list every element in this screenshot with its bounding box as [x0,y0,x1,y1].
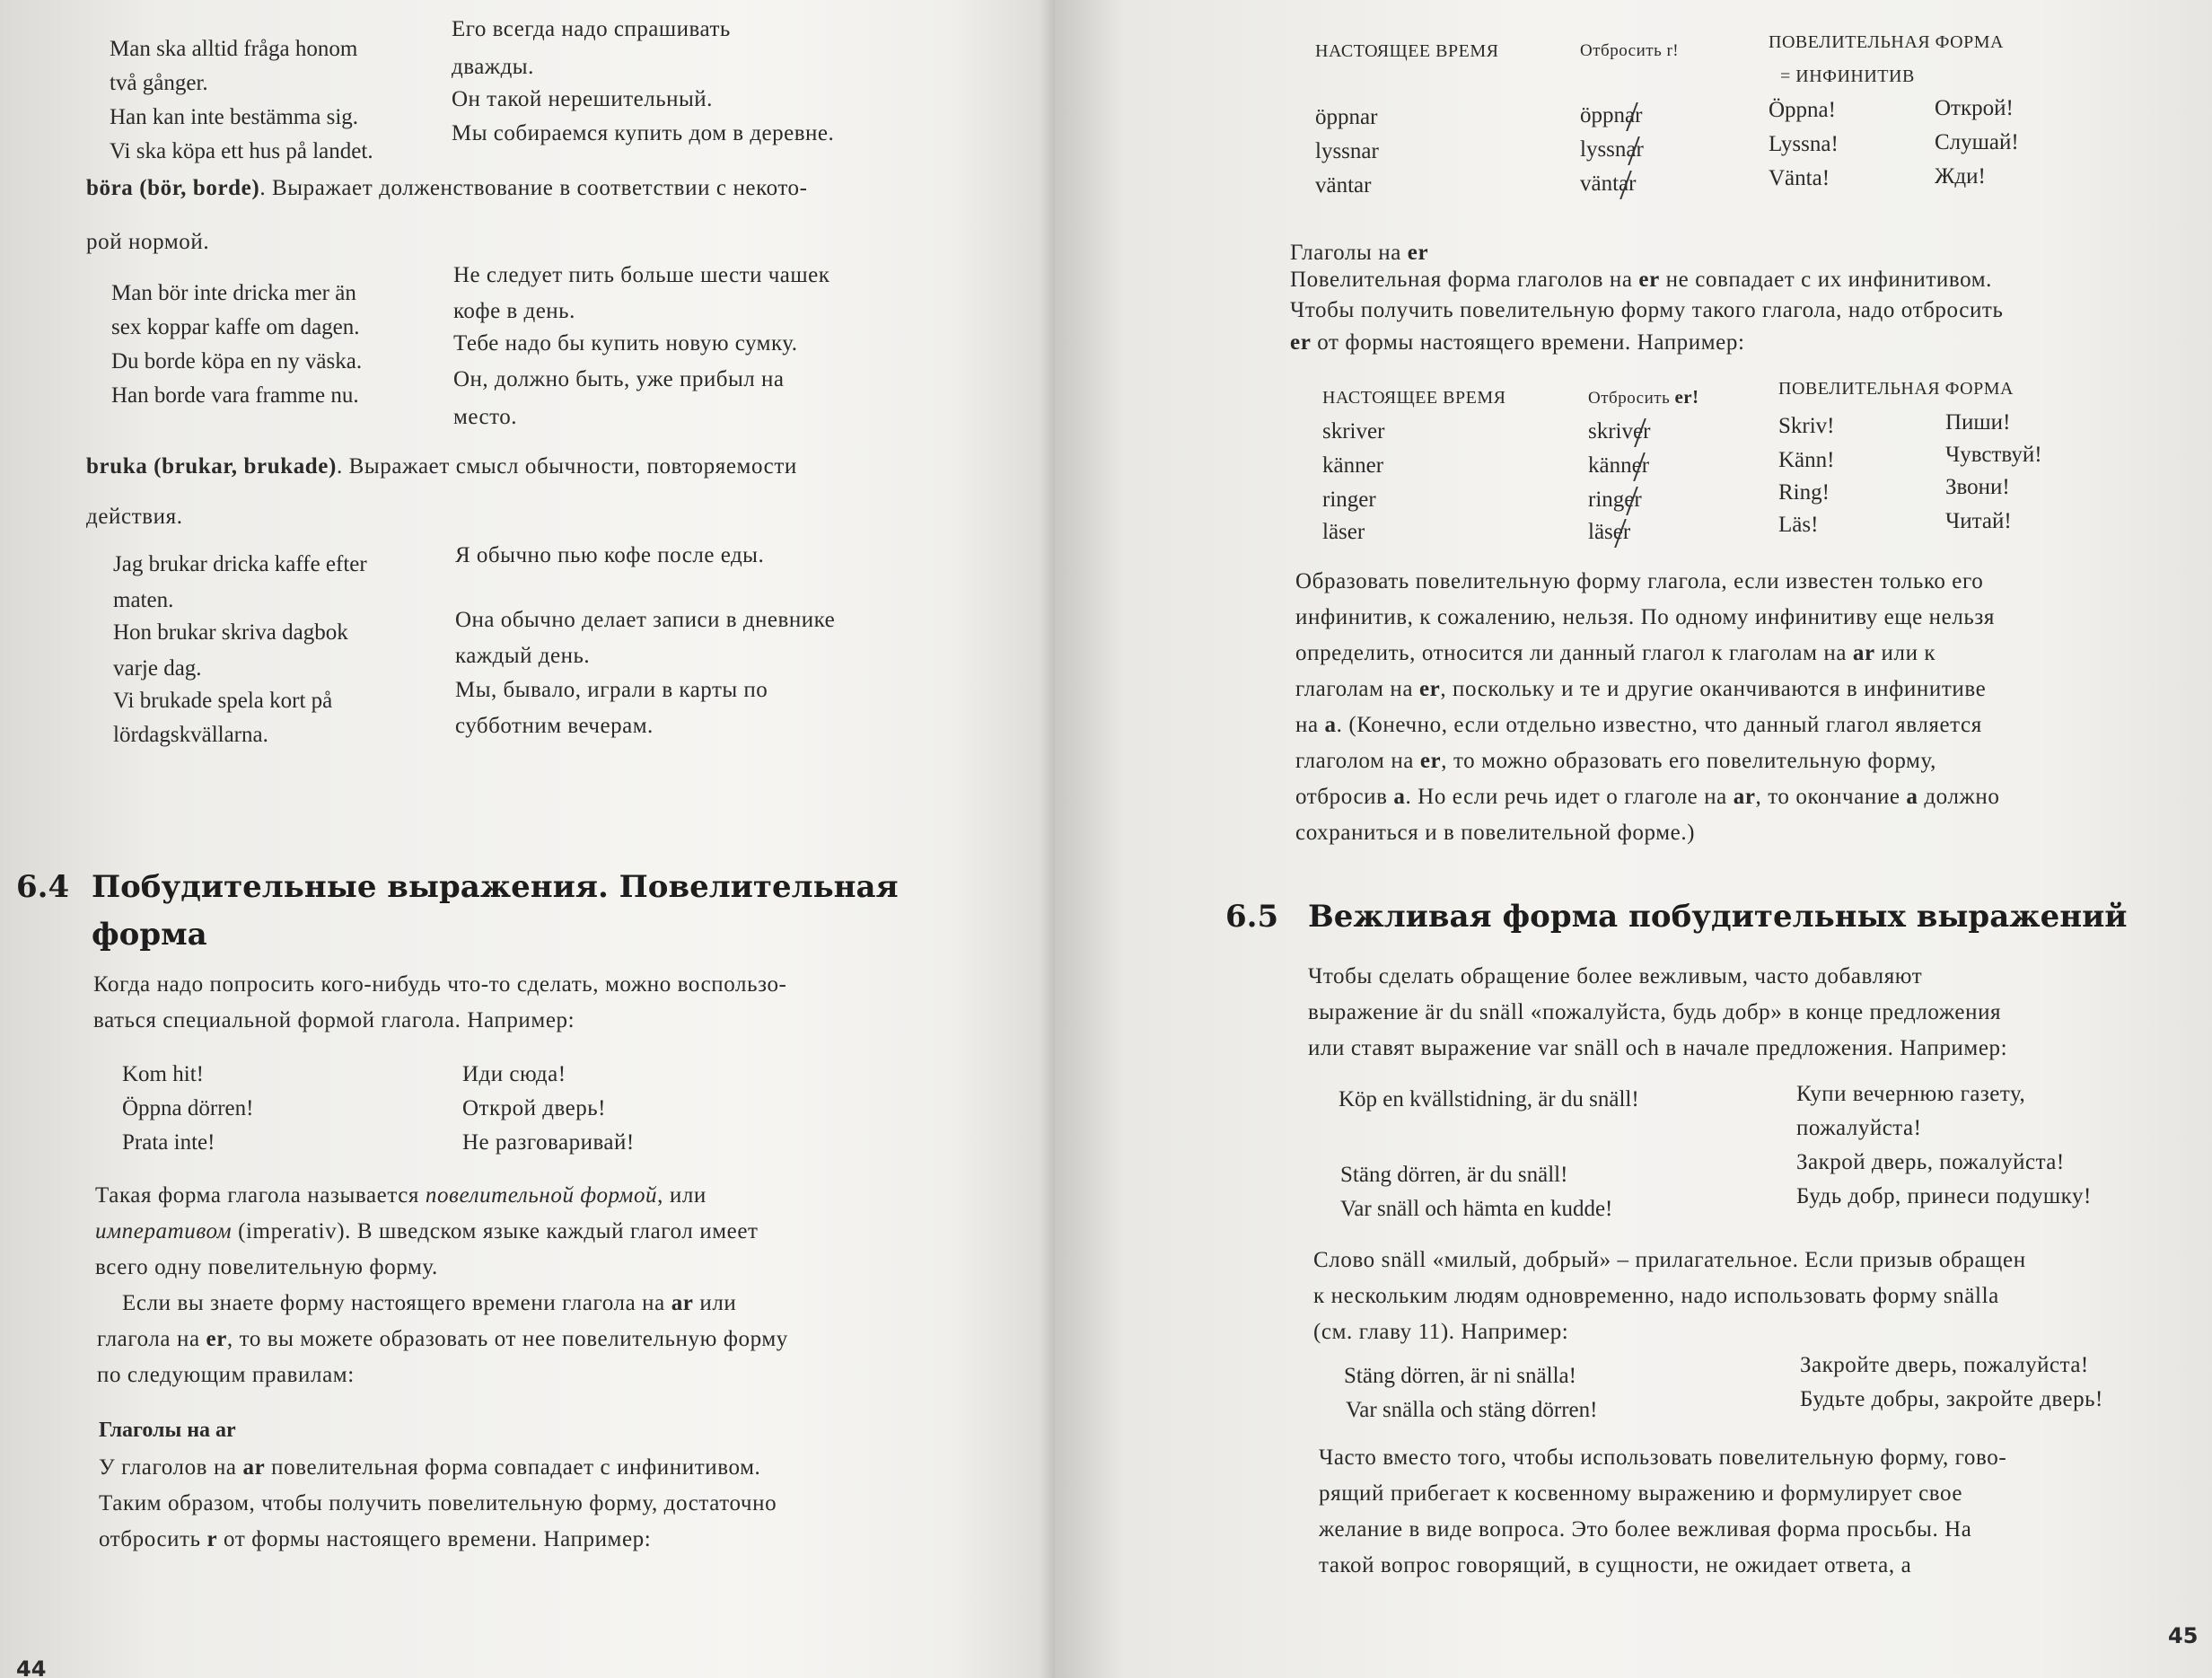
table-row: Чувствуй! [1945,443,2042,467]
section-title-cont: форма [92,917,207,953]
table-row: Открой! [1935,96,2014,120]
example-ru: Закройте дверь, пожалуйста! [1800,1353,2089,1377]
example-ru: Будь добр, принеси подушку! [1796,1184,2092,1208]
table-row: Lyssna! [1769,132,1839,156]
stem: känn [1588,453,1632,478]
table-header: ПОВЕЛИТЕЛЬНАЯ ФОРМА [1778,379,2014,399]
table-header: ПОВЕЛИТЕЛЬНАЯ ФОРМА [1769,32,2004,52]
example-sv: Vi ska köpa ett hus på landet. [110,139,373,163]
example-sv: Man bör inte dricka mer än [111,281,356,305]
stem: ring [1588,488,1625,512]
paragraph: к нескольким людям одновременно, надо использовать форму snälla [1313,1284,1999,1308]
paragraph: или ставят выражение var snäll och в начале предложения. Например: [1308,1036,2008,1060]
example-ru: Он, должно быть, уже прибыл на [453,367,785,391]
section-number: 6.4 [16,869,70,905]
paragraph [1295,743,1936,779]
example-sv: maten. [113,588,174,612]
paragraph [1295,779,1999,815]
left-page [0,0,1055,1678]
table-row: Öppna! [1769,98,1836,122]
text: или [693,1291,737,1315]
term: a [1906,785,1918,809]
table-row: Пиши! [1945,410,2011,435]
stem: lyssna [1580,137,1637,162]
text: определить, относится ли данный глагол к глаголам на [1295,641,1853,665]
table-header: НАСТОЯЩЕЕ ВРЕМЯ [1322,388,1506,408]
text: отбросив [1295,785,1394,809]
term: er [1638,268,1660,292]
example-ru: Иди сюда! [462,1062,566,1086]
text: Если вы знаете форму настоящего времени глагола на [122,1291,672,1315]
paragraph: Чтобы получить повелительную форму такого глагола, надо отбросить [1290,298,2004,322]
term: a [1393,785,1406,809]
section-title: Побудительные выражения. Повелительная [92,869,899,905]
stem: skriv [1588,419,1633,444]
paragraph [99,1522,651,1558]
example-sv: Stäng dörren, är ni snälla! [1344,1364,1576,1388]
table-row: känner [1322,453,1384,478]
table-row: Vänta! [1769,166,1830,190]
term: ar [242,1455,266,1480]
section-number: 6.5 [1225,899,1279,935]
table-row: läser [1322,520,1365,544]
example-sv: Var snäll och hämta en kudde! [1340,1197,1613,1221]
term: императивом [95,1219,233,1243]
page-number: 44 [16,1656,47,1678]
table-row: ringer [1322,488,1376,512]
example-ru: Будьте добры, закройте дверь! [1800,1387,2103,1411]
term: ar [1852,641,1875,665]
bruka-definition-cont: действия. [86,505,183,529]
page-number: 45 [2168,1623,2199,1648]
paragraph: Чтобы сделать обращение более вежливым, часто добавляют [1308,964,1923,988]
text: на [1295,713,1325,737]
example-sv: varje dag. [113,656,202,681]
removed-ending: er [1624,483,1641,517]
term: er [1290,330,1312,355]
subheading: Глаголы на ar [99,1419,236,1442]
table-header: = ИНФИНИТИВ [1780,66,1915,86]
example-ru: Купи вечернюю газету, [1796,1082,2026,1106]
table-row: Läs! [1778,513,1819,537]
paragraph: Образовать повелительную форму глагола, если известен только его [1295,569,1984,593]
text: Повелительная форма глаголов на [1290,268,1639,292]
term: bruka (brukar, brukade) [86,454,337,479]
paragraph [122,1286,736,1322]
table-row: skriver [1322,419,1385,444]
text: , или [657,1183,707,1208]
example-ru: Мы собираемся купить дом в деревне. [452,121,835,145]
text: (imperativ). В шведском языке каждый глагол имеет [232,1219,759,1243]
term: böra (bör, borde) [86,176,260,200]
paragraph: Слово snäll «милый, добрый» – прилагательное. Если призыв обращен [1313,1248,2026,1272]
example-sv: Man ska alltid fråga honom [110,37,358,61]
example-ru: Его всегда надо спрашивать [452,17,731,41]
text: Такая форма глагола называется [95,1183,426,1208]
table-row [1588,415,1650,449]
text: глаголам на [1295,677,1419,701]
paragraph [95,1214,759,1250]
paragraph [99,1450,760,1486]
table-row: Жди! [1935,164,1986,189]
example-ru: Мы, бывало, играли в карты по [455,678,768,702]
section-title: Вежливая форма побудительных выражений [1308,899,2128,935]
example-ru: дважды. [452,55,534,79]
example-sv: Stäng dörren, är du snäll! [1340,1163,1568,1187]
example-ru: Она обычно делает записи в дневнике [455,608,836,632]
example-ru: Не следует пить больше шести чашек [453,263,830,287]
example-sv: Han kan inte bestämma sig. [110,105,359,129]
stem: vänta [1580,171,1629,196]
text: отбросить [99,1527,207,1551]
term: er [1419,749,1442,773]
table-header [1588,386,1699,409]
removed-ending: r [1637,133,1644,167]
example-sv: Vi brukade spela kort på [113,689,333,713]
term: er [206,1327,227,1351]
example-sv: Prata inte! [122,1130,215,1155]
table-row: Читай! [1945,509,2012,533]
removed-ending: r [1635,99,1642,133]
right-page [1055,0,2212,1678]
example-ru: Тебе надо бы купить новую сумку. [453,331,798,356]
example-ru: каждый день. [455,644,591,668]
example-sv: Jag brukar dricka kaffe efter [113,552,367,576]
removed-ending: r [1628,167,1636,201]
paragraph: инфинитив, к сожалению, нельзя. По одному инфинитиву еще нельзя [1295,605,1995,629]
table-header: Отбросить r! [1580,41,1680,60]
table-row: öppnar [1315,105,1378,129]
text: глаголом на [1295,749,1420,773]
text: повелительная форма совпадает с инфинитивом. [265,1455,761,1480]
paragraph [97,1322,788,1357]
table-row: Skriv! [1778,414,1835,438]
text: от формы настоящего времени. Например: [217,1527,652,1551]
table-row: Känn! [1778,448,1835,472]
table-row [1588,515,1630,549]
text: Глаголы на [1290,241,1408,265]
term: er [1418,677,1441,701]
paragraph: такой вопрос говорящий, в сущности, не ожидает ответа, а [1319,1553,1912,1577]
text: . Выражает смысл обычности, повторяемости [336,454,797,479]
removed-ending: er [1633,415,1650,449]
example-sv: Var snälla och stäng dörren! [1346,1398,1598,1422]
table-row [1588,449,1649,483]
paragraph: по следующим правилам: [97,1363,355,1387]
table-row: Слушай! [1935,130,2019,154]
paragraph: сохраниться и в повелительной форме.) [1295,821,1696,845]
example-ru: Закрой дверь, пожалуйста! [1796,1150,2065,1174]
table-row: väntar [1315,173,1372,198]
example-ru: Я обычно пью кофе после еды. [455,543,765,567]
paragraph [1295,672,1986,707]
bora-definition [86,171,939,206]
term: a [1324,713,1337,737]
removed-ending: er [1613,515,1630,549]
example-sv: lördagskvällarna. [113,723,268,747]
table-row [1580,99,1642,133]
text: . Но если речь идет о глаголе на [1405,785,1734,809]
example-sv: Öppna dörren! [122,1096,254,1120]
text: не совпадает с их инфинитивом. [1659,268,1992,292]
term: повелительной формой [425,1183,658,1208]
stem: öppna [1580,103,1636,127]
paragraph: Таким образом, чтобы получить повелительную форму, достаточно [99,1491,777,1515]
text: У глаголов на [99,1455,243,1480]
paragraph: ваться специальной формой глагола. Например: [93,1008,575,1032]
paragraph [95,1178,952,1214]
text: должно [1918,785,2000,809]
example-sv: Du borde köpa en ny väska. [111,349,363,373]
term: er! [1674,386,1699,408]
example-ru: субботним вечерам. [455,714,654,738]
text: . Выражает долженствование в соответствии с некото- [259,176,808,200]
example-ru: Открой дверь! [462,1096,606,1120]
stem: läs [1588,520,1613,544]
term: er [1407,241,1429,265]
text: . (Конечно, если отдельно известно, что данный глагол является [1336,713,1982,737]
example-sv: Köp en kvällstidning, är du snäll! [1339,1087,1639,1111]
table-row [1580,167,1636,201]
example-ru: кофе в день. [453,299,575,323]
example-sv: sex koppar kaffe om dagen. [111,315,360,339]
paragraph: всего одну повелительную форму. [95,1255,438,1279]
text: , то вы можете образовать от нее повелительную форму [226,1327,788,1351]
paragraph: желание в виде вопроса. Это более вежливая форма просьбы. На [1319,1517,1972,1542]
example-ru: пожалуйста! [1796,1116,1922,1140]
paragraph [1295,707,1982,743]
table-header: НАСТОЯЩЕЕ ВРЕМЯ [1315,41,1499,61]
example-sv: två gånger. [110,71,208,95]
paragraph: выражение är du snäll «пожалуйста, будь добр» в конце предложения [1308,1000,2002,1024]
paragraph [1290,325,1745,361]
text: от формы настоящего времени. Например: [1311,330,1745,355]
paragraph [1295,636,1936,672]
text: , то окончание [1755,785,1907,809]
text: , поскольку и те и другие оканчиваются в инфинитиве [1440,677,1987,701]
example-ru: Не разговаривай! [462,1130,635,1155]
table-row [1580,133,1644,167]
term: ar [671,1291,694,1315]
table-row: Звони! [1945,475,2010,499]
bora-definition-cont: рой нормой. [86,230,210,254]
bruka-definition [86,449,939,485]
example-sv: Kom hit! [122,1062,204,1086]
term: ar [1733,785,1756,809]
paragraph: Когда надо попросить кого-нибудь что-то сделать, можно воспользо- [93,972,787,997]
table-row [1588,483,1642,517]
paragraph: (см. главу 11). Например: [1313,1320,1569,1344]
text: или к [1874,641,1936,665]
term: r [206,1527,218,1551]
example-ru: Он такой нерешительный. [452,87,713,111]
text: глагола на [97,1327,206,1351]
table-row: lyssnar [1315,139,1379,163]
example-sv: Han borde vara framme nu. [111,383,359,408]
paragraph: рящий прибегает к косвенному выражению и формулирует свое [1319,1481,1963,1506]
text: , то можно образовать его повелительную форму, [1441,749,1936,773]
paragraph: Часто вместо того, чтобы использовать повелительную форму, гово- [1319,1445,2007,1470]
text: Отбросить [1588,389,1675,408]
removed-ending: er [1632,449,1649,483]
table-row: Ring! [1778,480,1830,505]
example-sv: Hon brukar skriva dagbok [113,620,348,645]
example-ru: место. [453,405,517,429]
